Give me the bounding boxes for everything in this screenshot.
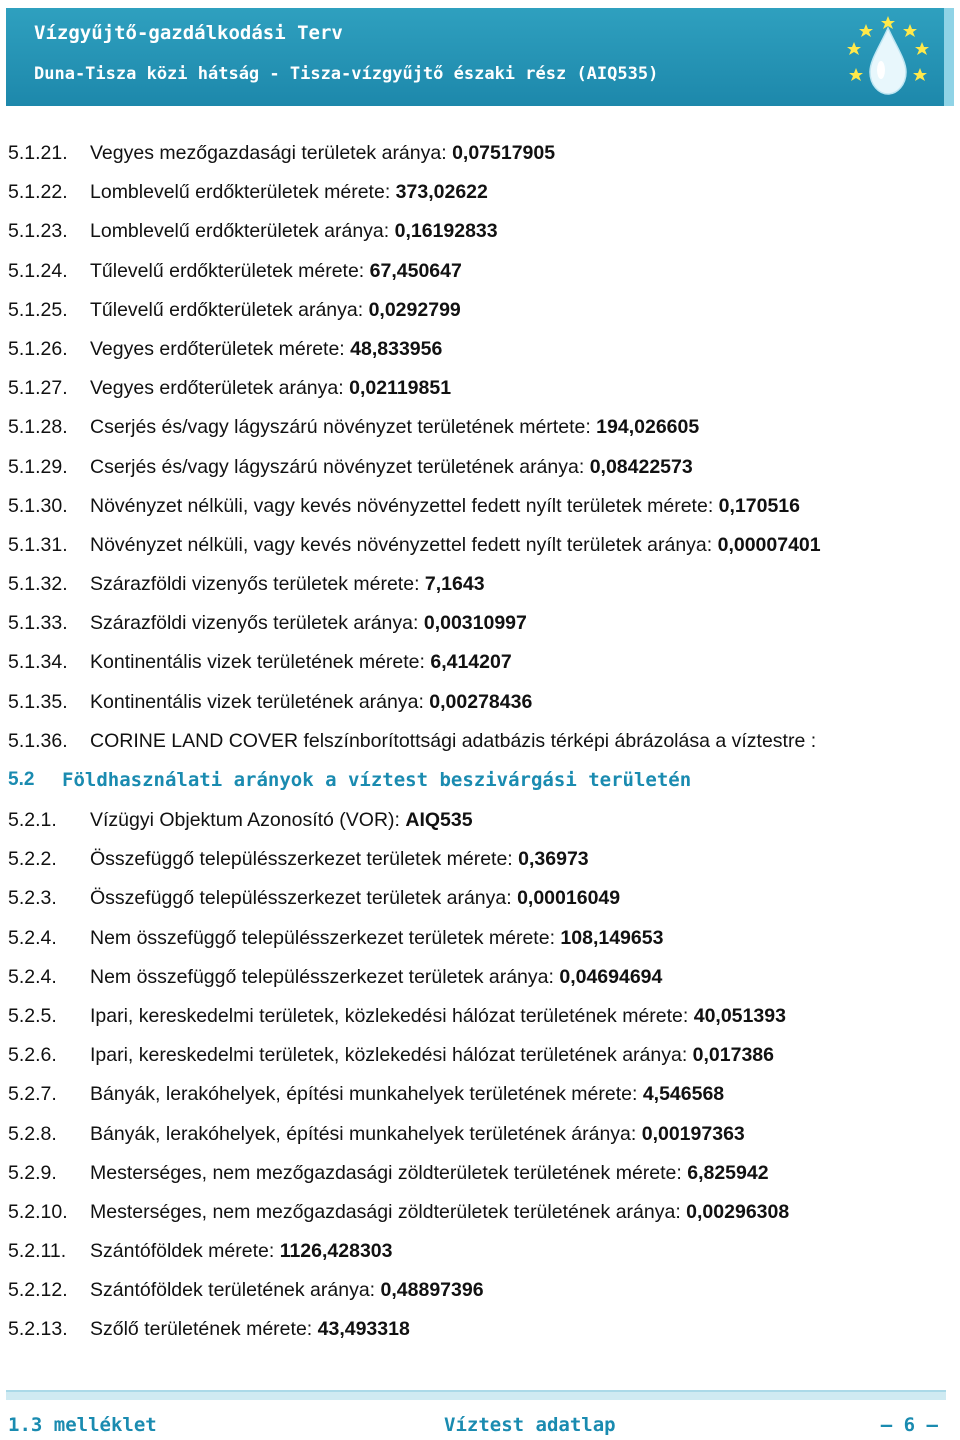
header-subtitle: Duna-Tisza közi hátság - Tisza-vízgyűjtő északi rész (AIQ535) [34,64,659,84]
list-item: 5.1.35. Kontinentális vizek területének aránya: 0,00278436 [8,690,533,713]
list-item: 5.1.24. Tűlevelű erdőkterületek mérete: 67,450647 [8,259,462,282]
section-heading [8,766,952,806]
list-item: 5.2.13. Szőlő területének mérete: 43,493318 [8,1318,410,1341]
list-item: 5.1.31. Növényzet nélküli, vagy kevés növényzettel fedett nyílt területek aránya: 0,00007401 [8,533,821,556]
list-item: 5.1.36. CORINE LAND COVER felszínborítottsági adatbázis térképi ábrázolása a víztestre : [8,729,817,752]
list-item: 5.2.5. Ipari, kereskedelmi területek, közlekedési hálózat területének mérete: 40,051393 [8,1004,786,1027]
list-item: 5.2.4. Nem összefüggő településszerkezet területek aránya: 0,04694694 [8,965,663,988]
list-item: 5.1.21. Vegyes mezőgazdasági területek aránya: 0,07517905 [8,142,556,164]
footer-doc-title: Víztest adatlap [444,1414,616,1436]
section-title: Földhasználati arányok a víztest beszivárgási területén [62,769,692,791]
list-item: 5.2.12. Szántóföldek területének aránya: 0,48897396 [8,1279,484,1302]
list-item: 5.2.3. Összefüggő településszerkezet területek aránya: 0,00016049 [8,887,621,910]
list-item: 5.1.25. Tűlevelű erdőkterületek aránya: 0,0292799 [8,298,461,321]
list-item: 5.1.22. Lomblevelű erdőkterületek mérete: 373,02622 [8,181,488,204]
list-item: 5.1.28. Cserjés és/vagy lágyszárú növényzet területének mértete: 194,026605 [8,416,700,439]
list-item: 5.2.7. Bányák, lerakóhelyek, építési munkahelyek területének mérete: 4,546568 [8,1083,725,1106]
list-item: 5.1.32. Szárazföldi vizenyős területek mérete: 7,1643 [8,573,485,596]
list-item: 5.1.30. Növényzet nélküli, vagy kevés növényzettel fedett nyílt területek mérete: 0,170516 [8,494,800,517]
list-item: 5.2.4. Nem összefüggő településszerkezet területek mérete: 108,149653 [8,926,664,949]
page-number: – 6 – [880,1414,938,1436]
list-item: 5.1.27. Vegyes erdőterületek aránya: 0,02119851 [8,377,452,400]
list-item: 5.1.26. Vegyes erdőterületek mérete: 48,833956 [8,337,443,360]
water-drop-eu-stars-icon [836,12,940,100]
list-item: 5.2.2. Összefüggő településszerkezet területek mérete: 0,36973 [8,848,589,871]
list-item: 5.1.23. Lomblevelű erdőkterületek aránya: 0,16192833 [8,220,498,243]
page-footer [8,1414,948,1440]
section-number: 5.2 [8,769,35,790]
footer-divider [6,1390,946,1400]
footer-annex: 1.3 melléklet [8,1414,157,1436]
list-item: 5.2.11. Szántóföldek mérete: 1126,428303 [8,1240,393,1263]
list-item: 5.2.9. Mesterséges, nem mezőgazdasági zöldterületek területének mérete: 6,825942 [8,1161,769,1184]
list-item: 5.2.10. Mesterséges, nem mezőgazdasági zöldterületek területének aránya: 0,00296308 [8,1200,790,1223]
list-item: 5.1.29. Cserjés és/vagy lágyszárú növényzet területének aránya: 0,08422573 [8,455,693,478]
page-header [6,8,954,106]
data-list [8,139,952,1355]
header-title: Vízgyűjtő-gazdálkodási Terv [34,22,343,44]
list-item: 5.2.8. Bányák, lerakóhelyek, építési munkahelyek területének áránya: 0,00197363 [8,1122,745,1145]
list-item: 5.2.6. Ipari, kereskedelmi területek, közlekedési hálózat területének aránya: 0,017386 [8,1044,774,1067]
list-item: 5.1.33. Szárazföldi vizenyős területek aránya: 0,00310997 [8,612,527,635]
list-item: 5.2.1. Vízügyi Objektum Azonosító (VOR): AIQ535 [8,809,473,831]
list-item: 5.1.34. Kontinentális vizek területének mérete: 6,414207 [8,651,512,674]
